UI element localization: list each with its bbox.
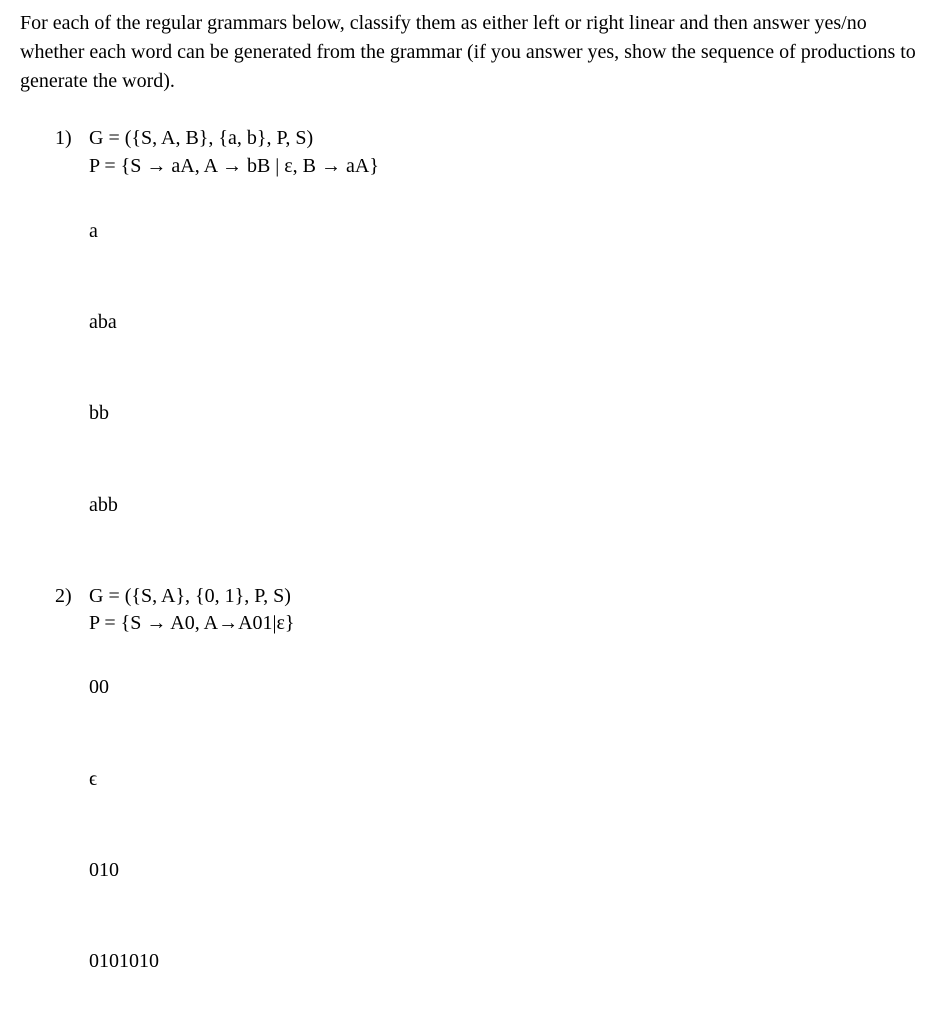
grammar-definition: G = ({S, A, B}, {a, b}, P, S) bbox=[89, 127, 314, 149]
word-item: a bbox=[89, 220, 98, 242]
production-rules: P = {S → aA, A → bB | ε, B → aA} bbox=[89, 155, 379, 177]
word-item: bb bbox=[89, 402, 109, 424]
instructions-paragraph: For each of the regular grammars below, classify them as either left or right linear and then answer yes/no whether each word can be generated from the grammar (if you answer yes, show the sequence of productions to generate the word). bbox=[20, 12, 916, 92]
production-rules: P = {S → A0, A→A01|ε} bbox=[89, 612, 295, 634]
word-item: ϵ bbox=[89, 768, 98, 790]
grammar-definition: G = ({S, A}, {0, 1}, P, S) bbox=[89, 585, 291, 607]
word-item: 010 bbox=[89, 859, 119, 881]
word-item: aba bbox=[89, 311, 117, 333]
word-item: 00 bbox=[89, 676, 109, 698]
word-item: 0101010 bbox=[89, 950, 159, 972]
word-item: abb bbox=[89, 494, 118, 516]
problem-number: 1) bbox=[55, 127, 72, 149]
problem-number: 2) bbox=[55, 585, 72, 607]
